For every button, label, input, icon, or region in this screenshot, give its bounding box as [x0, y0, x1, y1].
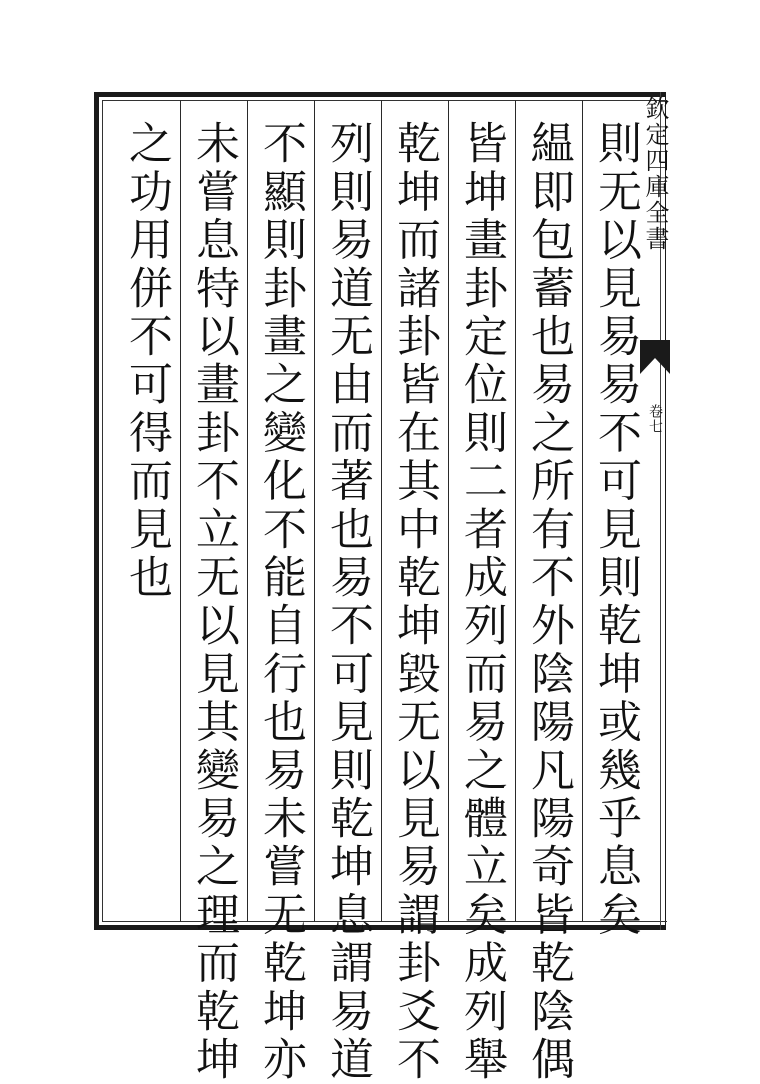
text-column-1: 則无以見易易不可見則乾坤或幾乎息矣 [590, 120, 641, 940]
margin-title: 欽定四庫全書 [641, 96, 669, 252]
text-column-7: 未嘗息特以畫卦不立无以見其變易之理而乾坤 [188, 120, 239, 1084]
column-rule [314, 100, 315, 922]
text-column-8: 之功用併不可得而見也 [121, 120, 172, 602]
column-rule [247, 100, 248, 922]
text-column-6: 不顯則卦畫之變化不能自行也易未嘗无乾坤亦 [255, 120, 306, 1084]
column-rule [582, 100, 583, 922]
text-column-3: 皆坤畫卦定位則二者成列而易之體立矣成列舉 [456, 120, 507, 1084]
column-rule [180, 100, 181, 922]
margin-juan-label: 卷七 [647, 404, 663, 434]
text-column-4: 乾坤而諸卦皆在其中乾坤毀无以見易謂卦爻不 [389, 120, 440, 1084]
column-rule [381, 100, 382, 922]
text-column-5: 列則易道无由而著也易不可見則乾坤息謂易道 [322, 120, 373, 1084]
text-column-2: 緼即包蓄也易之所有不外陰陽凡陽奇皆乾陰偶 [523, 120, 574, 1084]
column-rule [515, 100, 516, 922]
fish-tail-mark [640, 340, 670, 374]
column-rule [448, 100, 449, 922]
